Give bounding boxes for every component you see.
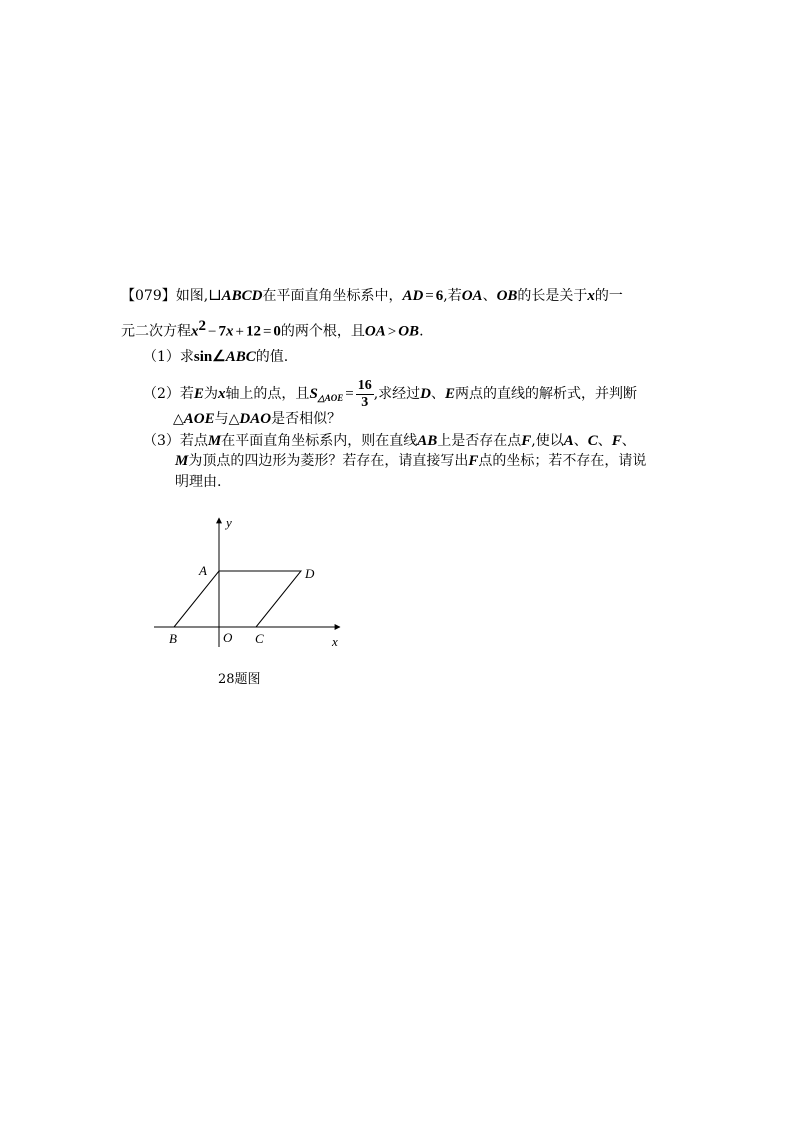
question-3-line-3: 明理由. [175,474,222,490]
problem-number: 【079】 [121,288,176,304]
question-3-line-1: （3）若点M在平面直角坐标系内，则在直线AB上是否存在点F,使以A、C、F、 [143,433,636,449]
question-1: （1）求sin∠ABC的值. [143,349,289,365]
question-2-line-2: △AOE与△DAO是否相似？ [173,411,342,427]
label-A: A [199,563,207,578]
fraction: $\frac{16}{3}$ [357,377,372,410]
problem-line-2: 元二次方程$x^2 - 7x + 12 = 0$的两个根，且OA > OB. [121,318,424,340]
question-2-line-1: （2）若E为x轴上的点，且$S_{\triangle AOE}$ = $\frac{16}{3}$ ,求经过D、E两点的直线的解析式，并判断 [143,377,637,410]
label-y: y [226,515,232,530]
parallelogram-abcd [174,571,301,627]
question-3-line-2: M为顶点的四边形为菱形？若存在，请直接写出F点的坐标；若不存在，请说 [175,453,647,469]
label-x: x [332,634,338,649]
label-C: C [255,631,264,646]
label-B: B [169,631,177,646]
label-D: D [305,566,315,581]
problem-line-1: 【079】如图,⊔ABCD在平面直角坐标系中，AD = 6,若OA、OB的长是关于x的一 [121,285,623,304]
parallelogram-symbol: ⊔ [208,285,222,304]
label-O: O [223,630,233,645]
coordinate-figure [150,512,350,657]
figure-caption: 28题图 [218,672,261,687]
